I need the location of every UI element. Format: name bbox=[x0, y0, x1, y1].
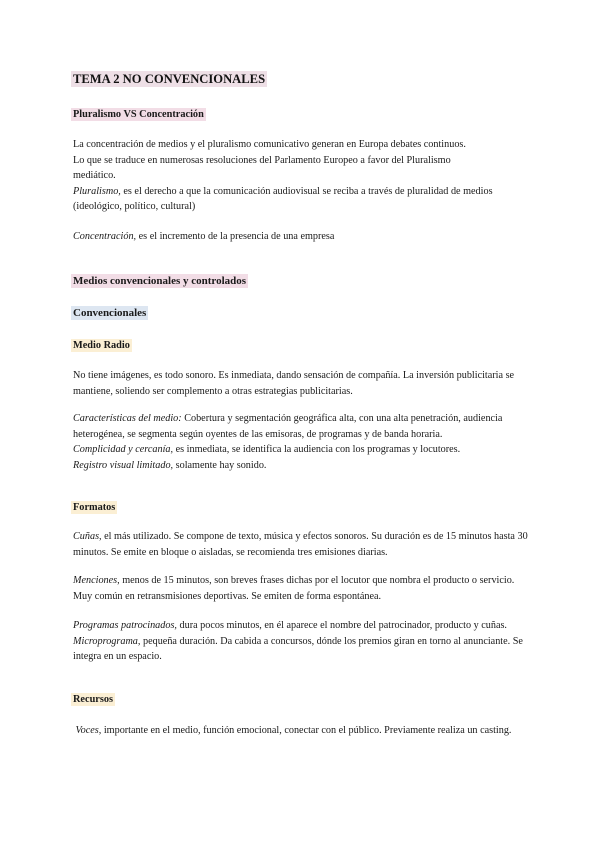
heading-convencionales-block bbox=[73, 306, 528, 322]
definition-text: es el incremento de la presencia de una empresa bbox=[136, 231, 335, 242]
term-concentracion: Concentración, bbox=[73, 231, 137, 242]
paragraph-voces bbox=[73, 723, 528, 739]
definition-text: pequeña duración. Da cabida a concursos, dónde los premios giran en torno al anunciante. Se integra en un espacio. bbox=[73, 635, 523, 662]
term-microprograma: Microprograma, bbox=[73, 635, 141, 647]
heading-recursos-block bbox=[73, 692, 528, 708]
definition-pluralismo bbox=[73, 184, 528, 215]
paragraph-concentracion-pluralismo bbox=[73, 137, 528, 215]
heading-pluralismo-block bbox=[73, 107, 528, 123]
definition-text: es inmediata, se identifica la audiencia con los programas y locutores. bbox=[173, 444, 461, 455]
heading-convencionales: Convencionales bbox=[73, 307, 147, 319]
definition-text: dura pocos minutos, en él aparece el nombre del patrocinador, producto y cuñas. bbox=[176, 620, 507, 631]
document-title-block bbox=[73, 72, 528, 89]
definition-concentracion bbox=[73, 229, 528, 245]
document-title: TEMA 2 NO CONVENCIONALES bbox=[73, 72, 266, 86]
paragraph-line: La concentración de medios y el pluralismo comunicativo generan en Europa debates continuos. bbox=[73, 139, 466, 150]
definition-text: importante en el medio, función emocional, conectar con el público. Previamente realiza un casting. bbox=[101, 725, 512, 736]
paragraph-line: Lo que se traduce en numerosas resoluciones del Parlamento Europeo a favor del Pluralismo bbox=[73, 154, 451, 166]
paragraph-radio bbox=[73, 368, 528, 399]
definition-text: solamente hay sonido. bbox=[173, 459, 267, 471]
term-menciones: Menciones, bbox=[73, 575, 120, 586]
term-complicidad: Complicidad y cercanía, bbox=[73, 444, 174, 455]
heading-medios: Medios convencionales y controlados bbox=[73, 275, 247, 287]
definition-text: es el derecho a que la comunicación audiovisual se reciba a través de pluralidad de medios (ideológico, político, cultural) bbox=[73, 185, 493, 212]
term-programas: Programas patrocinados, bbox=[73, 620, 177, 631]
term-registro: Registro visual limitado, bbox=[73, 459, 174, 471]
definition-text: Cobertura y segmentación geográfica alta, con una alta penetración, audiencia heterogénea, se segmenta según oyentes de las emisoras, de programas y de banda horaria. bbox=[73, 413, 503, 440]
paragraph-programas bbox=[73, 618, 528, 665]
definition-text: el más utilizado. Se compone de texto, música y efectos sonoros. Su duración es de 15 minutos hasta 30 minutos. Se emite en bloque o aisladas, se recomienda tres emisiones diarias. bbox=[73, 531, 528, 558]
term-voces: Voces, bbox=[75, 725, 102, 736]
heading-formatos: Formatos bbox=[73, 502, 116, 513]
heading-medios-block bbox=[73, 274, 528, 290]
heading-recursos: Recursos bbox=[73, 694, 114, 705]
paragraph-line: mediático. bbox=[73, 170, 116, 181]
term-pluralismo: Pluralismo, bbox=[73, 185, 121, 197]
paragraph-cunas bbox=[73, 529, 528, 560]
heading-radio: Medio Radio bbox=[73, 340, 130, 351]
paragraph-text: No tiene imágenes, es todo sonoro. Es inmediata, dando sensación de compañía. La inversión publicitaria se mantiene, soliendo ser complemento a otras estrategias publicitarias. bbox=[73, 370, 515, 397]
definition-text: menos de 15 minutos, son breves frases dichas por el locutor que nombra el producto o servicio. Muy común en retransmisiones deportivas. Se emiten de forma espontánea. bbox=[73, 575, 515, 602]
paragraph-menciones bbox=[73, 573, 528, 604]
heading-formatos-block bbox=[73, 500, 528, 516]
paragraph-caracteristicas bbox=[73, 411, 528, 473]
term-caracteristicas: Características del medio: bbox=[73, 413, 182, 424]
heading-pluralismo: Pluralismo VS Concentración bbox=[73, 109, 204, 120]
term-cunas: Cuñas, bbox=[73, 531, 102, 542]
heading-radio-block bbox=[73, 338, 528, 354]
